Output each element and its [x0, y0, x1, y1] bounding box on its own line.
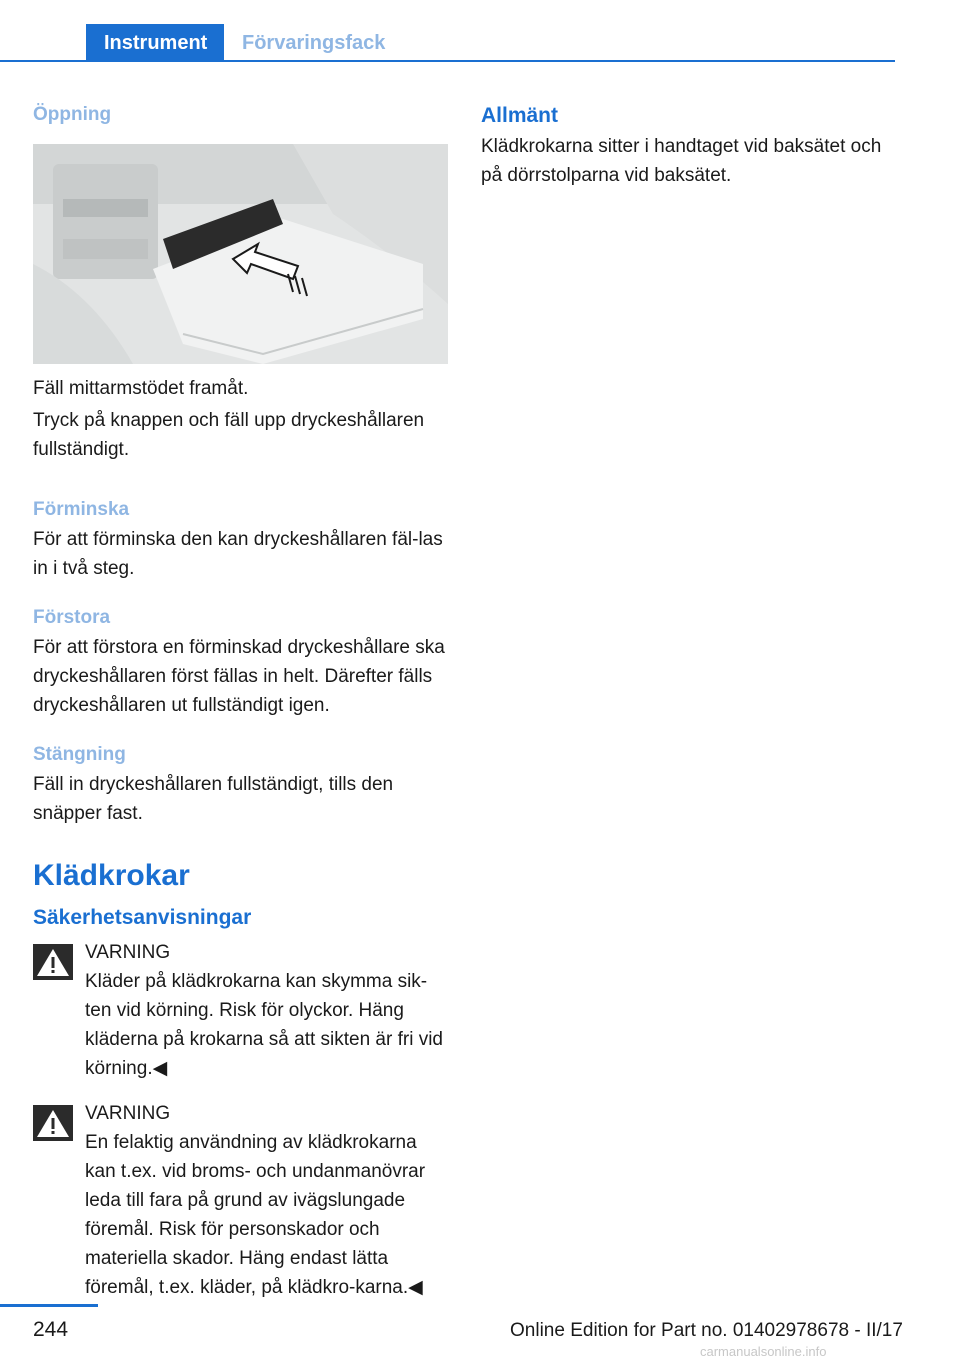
warning-block-2 — [33, 1099, 448, 1302]
caption-fold-armrest: Fäll mittarmstödet framåt. — [33, 378, 249, 399]
stangning-heading: Stängning — [33, 744, 126, 765]
footer-divider — [0, 1304, 98, 1307]
forstora-heading: Förstora — [33, 607, 111, 628]
warning-triangle-icon — [33, 1105, 73, 1141]
warning-label-2: VARNING — [85, 1103, 171, 1124]
warning-block-1 — [33, 938, 448, 1083]
warning-text-2: En felaktig användning av klädkrokarna kan t.ex. vid broms- och undanmanövrar leda till fara på grund av ivägslungade föremål. Risk för personskador och materiella skador. Häng endast lätta föremål, t.ex. kläder, på klädkro-karna.◀ — [85, 1132, 426, 1298]
warning-text-1: Kläder på klädkrokarna kan skymma sik-ten vid körning. Risk för olyckor. Häng kläderna på krokarna så att sikten är fri vid körning.◀ — [85, 971, 444, 1079]
cupholder-photo — [33, 144, 448, 364]
warning-triangle-icon — [33, 944, 73, 980]
oppning-heading: Öppning — [33, 104, 112, 125]
section-title-kladkrokar: Klädkrokar — [33, 859, 190, 892]
warning-label-1: VARNING — [85, 942, 171, 963]
stangning-text: Fäll in dryckeshållaren fullständigt, tills den snäpper fast. — [33, 774, 394, 824]
right-column — [481, 100, 896, 190]
forstora-text: För att förstora en förminskad dryckeshållare ska dryckeshållaren först fällas in helt. Därefter fälls dryckeshållaren ut fullständigt igen. — [33, 637, 445, 716]
left-column — [33, 100, 448, 1302]
forminska-text: För att förminska den kan dryckeshållaren fäl-las in i två steg. — [33, 529, 443, 579]
page-number: 244 — [33, 1318, 69, 1341]
watermark: carmanualsonline.info — [700, 1344, 827, 1359]
chapter-tabs — [0, 24, 895, 62]
caption-press-button: Tryck på knappen och fäll upp dryckeshållaren fullständigt. — [33, 410, 425, 460]
tab-forvaringsfack[interactable]: Förvaringsfack — [242, 32, 386, 54]
header-divider — [0, 60, 895, 62]
edition-note: Online Edition for Part no. 01402978678 - II/17 — [510, 1320, 903, 1341]
allmant-heading: Allmänt — [481, 104, 559, 127]
sakerhetsanvisningar-heading: Säkerhetsanvisningar — [33, 906, 252, 929]
forminska-heading: Förminska — [33, 499, 130, 520]
allmant-text: Klädkrokarna sitter i handtaget vid baksätet och på dörrstolparna vid baksätet. — [481, 136, 882, 186]
tab-instrument[interactable]: Instrument — [86, 24, 224, 62]
